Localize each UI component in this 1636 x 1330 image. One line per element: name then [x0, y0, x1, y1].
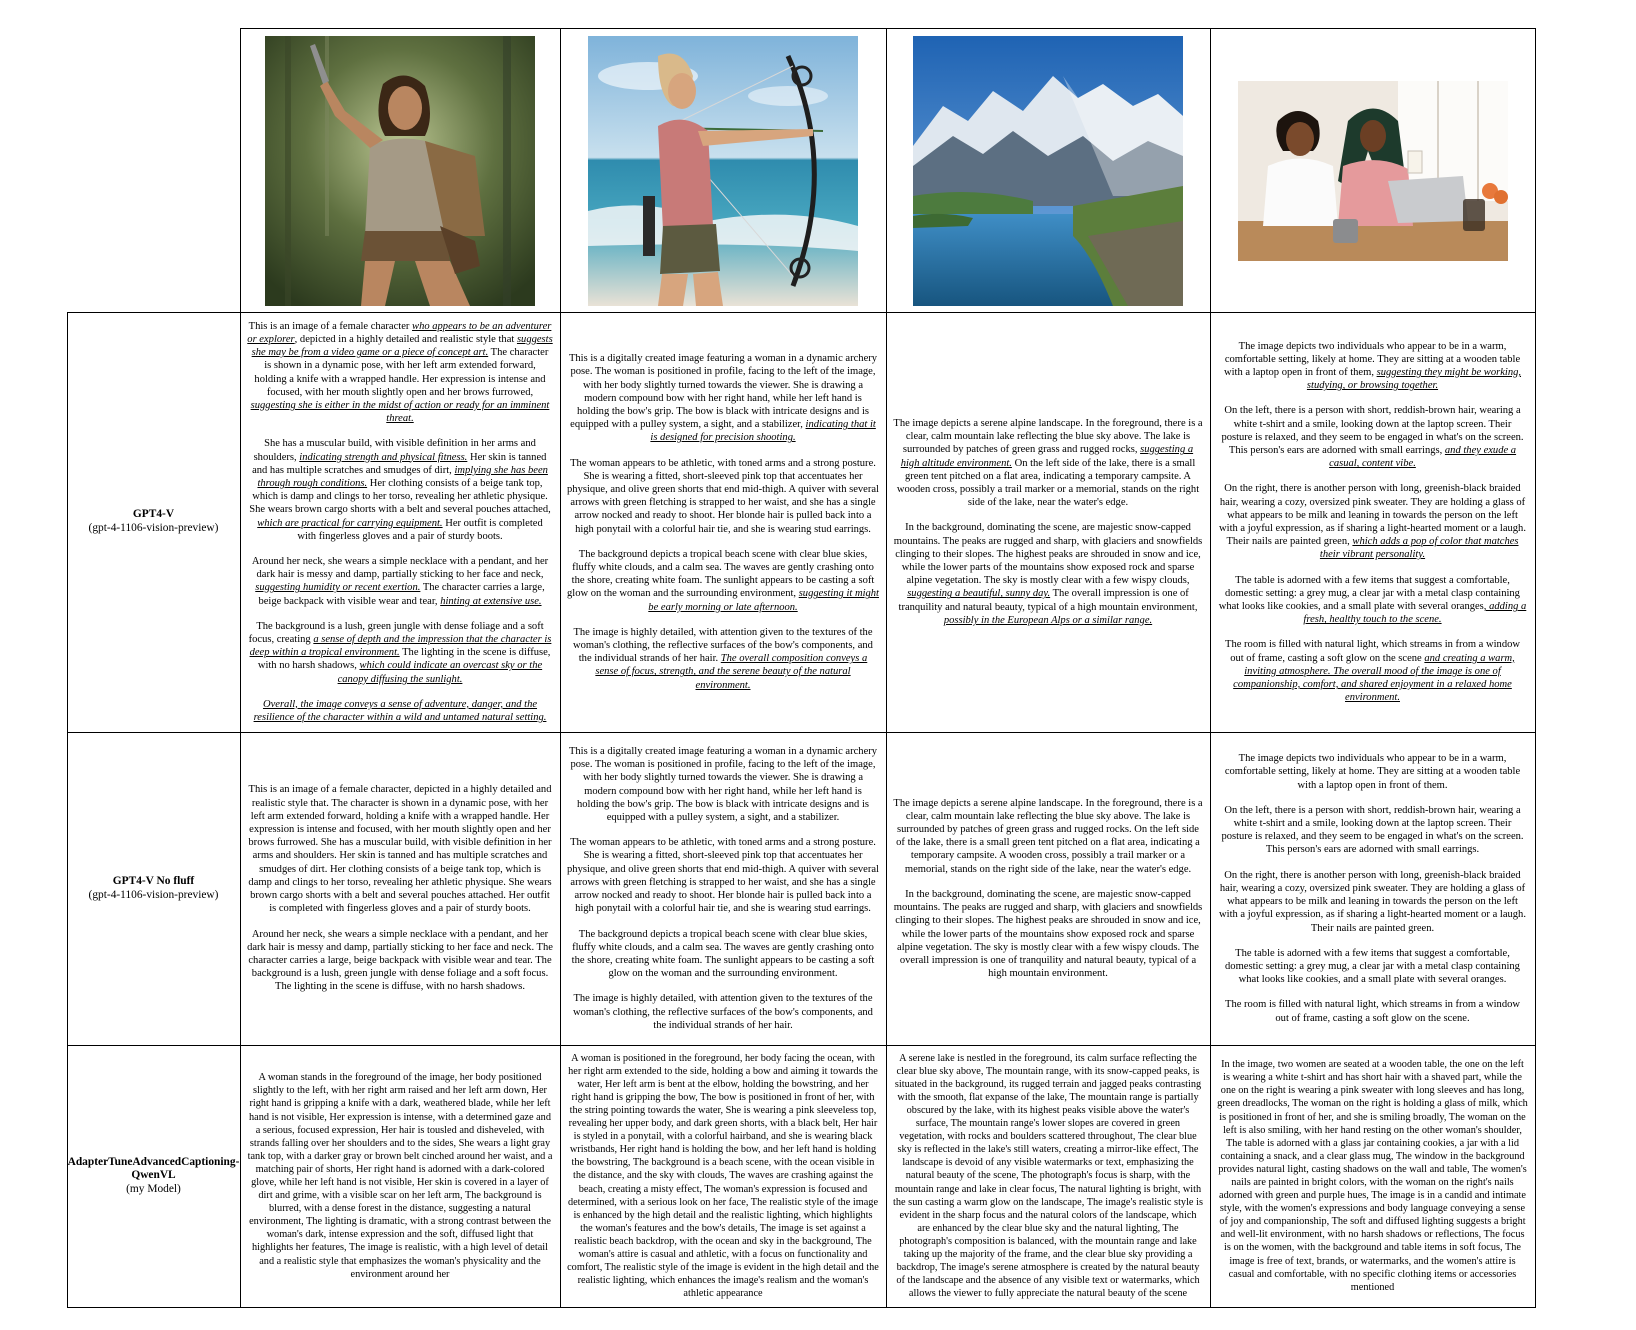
image-two-women-laptop — [1238, 81, 1508, 261]
description-paragraph — [893, 797, 1203, 876]
text-segment: In the image, two women are seated at a wooden table, the one on the left is wearing a white t-shirt and has short hair with a shaved part, while the one on the right is wearing a pink sweater with long sleeves and has long, green dreadlocks, The woman on the right is holding a glass of milk, which is positioned in front of her, and she is smiling broadly, The woman on the left is also smiling, with her hand resting on the other woman's shoulder, The table is adorned with a glass jar containing cookies, a jar with a lid containing a snack, and a clear glass mug, The window in the background provides natural light, casting shadows on the wall and table, The women's nails are painted in bright colors, with the woman on the right's nails adorned with green and purple hues, The image is in a candid and intimate style, with the women's expressions and body language conveying a sense of joy and companionship, The soft and diffused lighting suggests a bright and well-lit environment, with no harsh shadows or reflections, The focus is on the women, with the background and table items in soft focus, The image is free of text, brands, or watermarks, and the women's attire is casual and comfortable, with no specific clothing items or accessories mentioned — [1217, 1059, 1528, 1293]
model-subtitle: (gpt-4-1106-vision-preview) — [88, 888, 219, 901]
emphasized-phrase: indicating that it is designed for precision shooting. — [650, 419, 876, 444]
model-name: GPT4-V — [132, 508, 175, 521]
desc-cell — [1210, 1045, 1535, 1307]
text-segment: A serene lake is nestled in the foreground, its calm surface reflecting the clear blue sky above, The mountain range, with its snow-capped peaks, is situated in the background, its rugged terrain and jagged peaks contrasting with the smooth, flat expanse of the lake, The mountain range is partially obscured by the lake, with its highest peaks visible above the water's surface, The mountain range's lower slopes are covered in green vegetation, with rocks and boulders scattered throughout, The clear blue sky is reflected in the lake's still waters, creating a mirror-like effect, The landscape is devoid of any visible watermarks or text, emphasizing the natural beauty of the scene, The photograph's focus is sharp, with the mountain range and lake in clear focus, The natural lighting is bright, with the sun casting a warm glow on the landscape, The image's realistic style is evident in the sharp focus and the natural colors of the landscape, which are enhanced by the clear blue sky and the natural lighting, The photograph's composition is balanced, with the mountain range and lake taking up the majority of the frame, and the clear blue sky providing a backdrop, The image's serene atmosphere is created by the natural beauty of the landscape and the absence of any visible text or watermarks, which allows the viewer to fully appreciate the natural beauty of the scene — [893, 1052, 1203, 1300]
description-paragraph — [247, 928, 553, 994]
model-subtitle: (my Model) — [126, 1182, 181, 1195]
text-segment: , depicted in a highly detailed and realistic style that — [294, 333, 517, 345]
description-paragraph — [1217, 574, 1528, 627]
description-text — [893, 797, 1203, 981]
emphasized-phrase: suggesting it might be early morning or late afternoon. — [648, 588, 879, 613]
text-segment: The character is shown in a dynamic pose, with her left arm extended forward, holding a knife with a wrapped handle. Her expression is intense and focused, with her mouth slightly open and her brows furrowed, — [254, 347, 549, 398]
description-paragraph — [893, 417, 1203, 509]
emphasized-phrase: who appears to be an adventurer or explorer — [247, 320, 552, 345]
table-border — [560, 28, 561, 1308]
text-segment: The overall impression is one of tranquility and natural beauty, typical of a high mountain environment, — [898, 588, 1198, 613]
emphasized-phrase: which could indicate an overcast sky or the canopy diffusing the sunlight. — [337, 660, 543, 685]
text-segment: The woman appears to be athletic, with toned arms and a strong posture. She is wearing a fitted, short-sleeved pink top that accentuates her physique, and olive green shorts that end mid-thigh. A quiver with several arrows with green fletching is strapped to her waist, and she has a single arrow nocked and ready to shoot. Her blonde hair is pulled back into a high ponytail with a colorful hair tie, and she is wearing stud earrings. — [567, 837, 879, 915]
emphasized-phrase: suggesting they might be working, studying, or browsing together. — [1306, 366, 1522, 392]
image-cell-4 — [1210, 29, 1535, 312]
emphasized-phrase: and creating a warm, inviting atmosphere. The overall mood of the image is one of companionship, comfort, and shared enjoyment in a relaxed home environment. — [1233, 652, 1515, 704]
desc-cell — [886, 312, 1210, 732]
text-segment: In the background, dominating the scene, are majestic snow-capped mountains. The peaks are rugged and sharp, with glaciers and snowfields clinging to their slopes. The highest peaks are shrouded in snow and ice, while the lower parts of the mountains show exposed rock and sparse alpine vegetation. The sky is mostly clear with a few wispy clouds. The overall impression is one of tranquility and natural beauty, typical of a high mountain environment. — [893, 888, 1203, 980]
description-paragraph — [1217, 1058, 1528, 1294]
image-knife-woman — [265, 36, 535, 306]
row-header-my-model — [67, 1045, 240, 1307]
description-paragraph — [247, 783, 553, 915]
description-paragraph — [247, 320, 553, 426]
text-segment: Around her neck, she wears a simple necklace with a pendant, and her dark hair is messy and damp, partially sticking to her face and neck, — [251, 556, 549, 581]
image-archer-woman — [588, 36, 858, 306]
desc-cell — [560, 732, 886, 1045]
emphasized-phrase: , adding a fresh, healthy touch to the scene. — [1303, 601, 1527, 626]
description-paragraph — [893, 1052, 1203, 1301]
description-text — [1217, 340, 1528, 705]
description-paragraph — [893, 521, 1203, 627]
image-alpine-lake — [913, 36, 1183, 306]
text-segment: The background is a lush, green jungle with dense foliage and a soft focus, creating — [248, 620, 544, 646]
emphasized-phrase: The overall composition conveys a sense of focus, strength, and the serene beauty of the natural environment. — [595, 653, 868, 691]
text-segment: In the background, dominating the scene, are majestic snow-capped mountains. The peaks are rugged and sharp, with glaciers and snowfields clinging to their slopes. The highest peaks are shrouded in snow and ice, while the lower parts of the mountains show exposed rock and sparse alpine vegetation. The sky is mostly clear with a few wispy clouds, — [893, 522, 1203, 587]
text-segment: The background depicts a tropical beach scene with clear blue skies, fluffy white clouds, and a calm sea. The waves are gently crashing onto the shore, creating white foam. The sunlight appears to be casting a soft glow on the woman and the surrounding environment, — [567, 548, 875, 600]
text-segment: Her clothing consists of a beige tank top, which is damp and clings to her torso, revealing her athletic physique. She wears brown cargo shorts with a belt and several pouches attached, — [249, 477, 551, 516]
description-paragraph — [567, 626, 879, 692]
text-segment: The room is filled with natural light, which streams in from a window out of frame, casting a soft glow on the scene — [1225, 639, 1520, 664]
text-segment: A woman stands in the foreground of the image, her body positioned slightly to the left, with her right arm raised and her left arm down, Her right hand is gripping a knife with a dark, weathered blade, while her left hand is not visible, Her expression is intense, with a determined gaze and a serious, focused expression, Her hair is tousled and disheveled, with strands falling over her shoulders and to the sides, She wears a light gray tank top, with a darker gray or brown belt cinched around her waist, and a matching pair of shorts, Her right hand is adorned with a dark-colored glove, while her left hand is not visible, Her skin is covered in a layer of dirt and grime, with a visible scar on her left arm, The background is blurred, with a dense forest in the distance, suggesting a natural environment, The lighting is dramatic, with a strong contrast between the woman's dark, intense expression and the soft, diffused light that highlights her features, The image is realistic, with a high level of detail and a realistic style that emphasizes the woman's physicality and the environment around her — [247, 1072, 553, 1280]
description-paragraph — [567, 548, 879, 614]
text-segment: On the left, there is a person with short, reddish-brown hair, wearing a white t-shirt and a smile, looking down at the laptop screen. Their posture is relaxed, and they seem to be engaged in what's on the screen. This person's ears are adorned with small earrings. — [1221, 804, 1524, 856]
description-paragraph — [1217, 869, 1528, 935]
image-cell-1 — [240, 29, 560, 312]
text-segment: On the right, there is another person with long, greenish-black braided hair, wearing a cozy, oversized pink sweater. They are holding a glass of what appears to be milk and leaning in towards the person on the left with a joyful expression, as if sharing a light-hearted moment or a laugh. Their nails are painted green. — [1219, 869, 1526, 934]
table-border — [67, 312, 1536, 313]
description-text — [247, 783, 553, 993]
description-text — [247, 320, 553, 724]
description-paragraph — [567, 1052, 879, 1301]
description-paragraph — [567, 745, 879, 824]
table-border — [67, 312, 68, 1308]
description-paragraph — [1217, 998, 1528, 1024]
description-paragraph — [893, 888, 1203, 980]
emphasized-phrase: a sense of depth and the impression that the character is deep within a tropical environment. — [249, 634, 552, 659]
text-segment: The image is highly detailed, with attention given to the textures of the woman's clothing, the reflective surfaces of the bow's components, and the individual strands of her hair. — [573, 626, 873, 665]
table-border — [886, 28, 887, 1308]
text-segment: This is a digitally created image featuring a woman in a dynamic archery pose. The woman is positioned in profile, facing to the left of the image, with her body slightly turned towards the viewer. She is drawing a modern compound bow with her right hand, while her left hand is holding the bow's grip. The bow is black with intricate designs and is equipped with a pulley system, a sight, and a stabilizer. — [568, 746, 878, 824]
table-border — [240, 28, 241, 1308]
model-name: GPT4-V No fluff — [112, 874, 195, 887]
text-segment: On the right, there is another person with long, greenish-black braided hair, wearing a cozy, oversized pink sweater. They are holding a glass of what appears to be milk and leaning in towards the person on the left with a joyful expression, as if sharing a light-hearted moment or a laugh. Their nails are painted green, — [1219, 483, 1526, 548]
table-border — [67, 732, 1536, 733]
description-text — [1217, 752, 1528, 1024]
description-paragraph — [247, 698, 553, 724]
table-border — [67, 1045, 1536, 1046]
table-border — [1535, 28, 1536, 1308]
text-segment: Around her neck, she wears a simple necklace with a pendant, and her dark hair is messy and damp, partially sticking to her face and neck. The character carries a large, beige backpack with visible wear and tear. The background is a lush, green jungle with dense foliage and a soft focus. The lighting in the scene is diffuse, with no harsh shadows. — [247, 928, 553, 993]
text-segment: She has a muscular build, with visible definition in her arms and shoulders, — [253, 438, 536, 463]
row-header-gpt4v — [67, 312, 240, 732]
emphasized-phrase: hinting at extensive use. — [440, 595, 542, 607]
text-segment: A woman is positioned in the foreground, her body facing the ocean, with her right arm extended to the side, holding a bow and aiming it towards the water, Her left arm is bent at the elbow, holding the bowstring, and her right hand is gripping the bow, The bow is positioned in front of her, with the string pointing towards the water, She is wearing a pink sleeveless top, revealing her upper body, and dark green shorts, with a black belt, Her hair is styled in a ponytail, with a colorful hairband, and she is wearing black wristbands, Her right hand is holding the bow, and her left hand is holding the bowstring, The background is a beach scene, with the ocean visible in the distance, and the sky with clouds, The waves are crashing against the beach, creating a misty effect, The woman's expression is focused and determined, with a serious look on her face, The realistic style of the image is enhanced by the high detail and the realistic lighting, which highlights the woman's features and the bow's details, The image is set against a realistic beach backdrop, with the ocean and sky in the background, The woman's attire is casual and athletic, with a focus on functionality and comfort, The realistic style of the image is evident in the high detail and the realistic lighting, which enhances the image's realism and the woman's athletic appearance — [567, 1052, 879, 1300]
description-paragraph — [1217, 340, 1528, 393]
table-border — [67, 1307, 1536, 1308]
description-text — [247, 1071, 553, 1281]
emphasized-phrase: suggests she may be from a video game or a piece of concept art. — [251, 333, 553, 359]
description-paragraph — [247, 1071, 553, 1281]
model-name: AdapterTuneAdvancedCaptioning-QwenVL — [67, 1155, 240, 1182]
description-paragraph — [1217, 947, 1528, 987]
emphasized-phrase: indicating strength and physical fitness. — [299, 451, 468, 463]
emphasized-phrase: possibly in the European Alps or a similar range. — [943, 614, 1153, 626]
text-segment: The table is adorned with a few items that suggest a comfortable, domestic setting: a grey mug, a clear jar with a metal clasp containing what looks like cookies, and a small plate with several oranges — [1218, 574, 1520, 613]
desc-cell — [560, 312, 886, 732]
image-cell-2 — [560, 29, 886, 312]
text-segment: The image depicts two individuals who appear to be in a warm, comfortable setting, likely at home. They are sitting at a wooden table with a laptop open in front of them. — [1224, 753, 1521, 791]
text-segment: The lighting in the scene is diffuse, with no harsh shadows, — [257, 647, 551, 672]
text-segment: On the left side of the lake, there is a small green tent pitched on a flat area, indicating a temporary campsite. A wooden cross, possibly a trail marker or a memorial, stands on the right side of the lake, near the water's edge. — [896, 457, 1200, 509]
desc-cell — [240, 312, 560, 732]
emphasized-phrase: and they exude a casual, content vibe. — [1329, 444, 1517, 470]
description-text — [893, 417, 1203, 627]
description-paragraph — [1217, 404, 1528, 470]
row-header-gpt4v-no-fluff — [67, 732, 240, 1045]
image-cell-3 — [886, 29, 1210, 312]
desc-cell — [1210, 312, 1535, 732]
description-text — [1217, 1058, 1528, 1294]
desc-cell — [240, 1045, 560, 1307]
text-segment: The character carries a large, beige backpack with visible wear and tear, — [258, 582, 545, 607]
text-segment: On the left, there is a person with short, reddish-brown hair, wearing a white t-shirt and a smile, looking down at the laptop screen. Their posture is relaxed, and they seem to be engaged in what's on the screen. This person's ears are adorned with small earrings, — [1221, 405, 1524, 456]
emphasized-phrase: suggesting humidity or recent exertion. — [255, 582, 421, 594]
description-paragraph — [1217, 804, 1528, 857]
description-text — [567, 352, 879, 692]
desc-cell — [886, 1045, 1210, 1307]
description-paragraph — [567, 352, 879, 444]
table-border — [240, 28, 1536, 29]
description-paragraph — [567, 992, 879, 1032]
description-text — [567, 1052, 879, 1301]
text-segment: The table is adorned with a few items that suggest a comfortable, domestic setting: a grey mug, a clear jar with a metal clasp containing what looks like cookies, and a small plate with several oranges. — [1225, 947, 1520, 986]
description-paragraph — [1217, 752, 1528, 792]
desc-cell — [240, 732, 560, 1045]
desc-cell — [886, 732, 1210, 1045]
emphasized-phrase: which adds a pop of color that matches their vibrant personality. — [1319, 536, 1519, 561]
text-segment: Her outfit is completed with fingerless gloves and a pair of sturdy boots. — [297, 517, 543, 542]
text-segment: This is a digitally created image featuring a woman in a dynamic archery pose. The woman is positioned in profile, facing to the left of the image, with her body slightly turned towards the viewer. She is drawing a modern compound bow with her right hand, while her left hand is holding the bow's grip. The bow is black with intricate designs and is equipped with a pulley system, a sight, and a stabilizer, — [568, 353, 878, 431]
text-segment: The background depicts a tropical beach scene with clear blue skies, fluffy white clouds, and a calm sea. The waves are gently crashing onto the shore, creating white foam. The sunlight appears to be casting a soft glow on the woman and the surrounding environment. — [571, 928, 875, 980]
text-segment: The image depicts two individuals who appear to be in a warm, comfortable setting, likely at home. They are sitting at a wooden table with a laptop open in front of them, — [1223, 340, 1521, 378]
emphasized-phrase: implying she has been through rough conditions. — [257, 464, 548, 489]
desc-cell — [1210, 732, 1535, 1045]
text-segment: The room is filled with natural light, which streams in from a window out of frame, casting a soft glow on the scene. — [1225, 999, 1520, 1024]
emphasized-phrase: suggesting a beautiful, sunny day. — [907, 588, 1051, 600]
description-paragraph — [247, 555, 553, 608]
description-text — [893, 1052, 1203, 1301]
text-segment: The image depicts a serene alpine landscape. In the foreground, there is a clear, calm mountain lake reflecting the blue sky above. The lake is surrounded by patches of green grass and rugged rocks. On the left side of the lake, there is a small green tent pitched on a flat area, indicating a temporary campsite. A wooden cross, possibly a trail marker or a memorial, stands on the right side of the lake, near the water's edge. — [893, 797, 1203, 875]
description-text — [567, 745, 879, 1032]
text-segment: The image depicts a serene alpine landscape. In the foreground, there is a clear, calm mountain lake reflecting the blue sky above. The lake is surrounded by patches of green grass and rugged rocks, — [893, 417, 1203, 456]
table-border — [1210, 28, 1211, 1308]
desc-cell — [560, 1045, 886, 1307]
description-paragraph — [1217, 638, 1528, 704]
description-paragraph — [247, 437, 553, 543]
emphasized-phrase: suggesting she is either in the midst of action or ready for an imminent threat. — [250, 399, 550, 425]
text-segment: This is an image of a female character, depicted in a highly detailed and realistic style that. The character is shown in a dynamic pose, with her left arm extended forward, holding a knife with a wrapped handle. Her expression is intense and focused, with her mouth slightly open and her brows furrowed. She has a muscular build, with visible definition in her arms and shoulders. Her skin is tanned and has multiple scratches and smudges of dirt. Her clothing consists of a beige tank top, which is damp and clings to her torso, revealing her athletic physique. She wears brown cargo shorts with a belt and several pouches attached. Her outfit is completed with fingerless gloves and a pair of sturdy boots. — [248, 784, 552, 915]
text-segment: Her skin is tanned and has multiple scratches and smudges of dirt, — [252, 451, 547, 476]
description-paragraph — [567, 928, 879, 981]
description-paragraph — [567, 836, 879, 915]
model-subtitle: (gpt-4-1106-vision-preview) — [88, 522, 219, 534]
description-paragraph — [567, 457, 879, 536]
text-segment: The image is highly detailed, with attention given to the textures of the woman's clothing, the reflective surfaces of the bow's components, and the individual strands of her hair. — [573, 993, 873, 1031]
emphasized-phrase: Overall, the image conveys a sense of adventure, danger, and the resilience of the character within a wild and untamed natural setting. — [253, 698, 547, 724]
description-paragraph — [247, 620, 553, 686]
emphasized-phrase: which are practical for carrying equipment. — [257, 517, 443, 529]
text-segment: This is an image of a female character — [248, 320, 413, 332]
emphasized-phrase: suggesting a high altitude environment. — [900, 444, 1194, 469]
description-paragraph — [1217, 482, 1528, 561]
text-segment: The woman appears to be athletic, with toned arms and a strong posture. She is wearing a fitted, short-sleeved pink top that accentuates her physique, and olive green shorts that end mid-thigh. A quiver with several arrows with green fletching is strapped to her waist, and she has a single arrow nocked and ready to shoot. Her blonde hair is pulled back into a high ponytail with a colorful hair tie, and she is wearing stud earrings. — [567, 457, 879, 535]
